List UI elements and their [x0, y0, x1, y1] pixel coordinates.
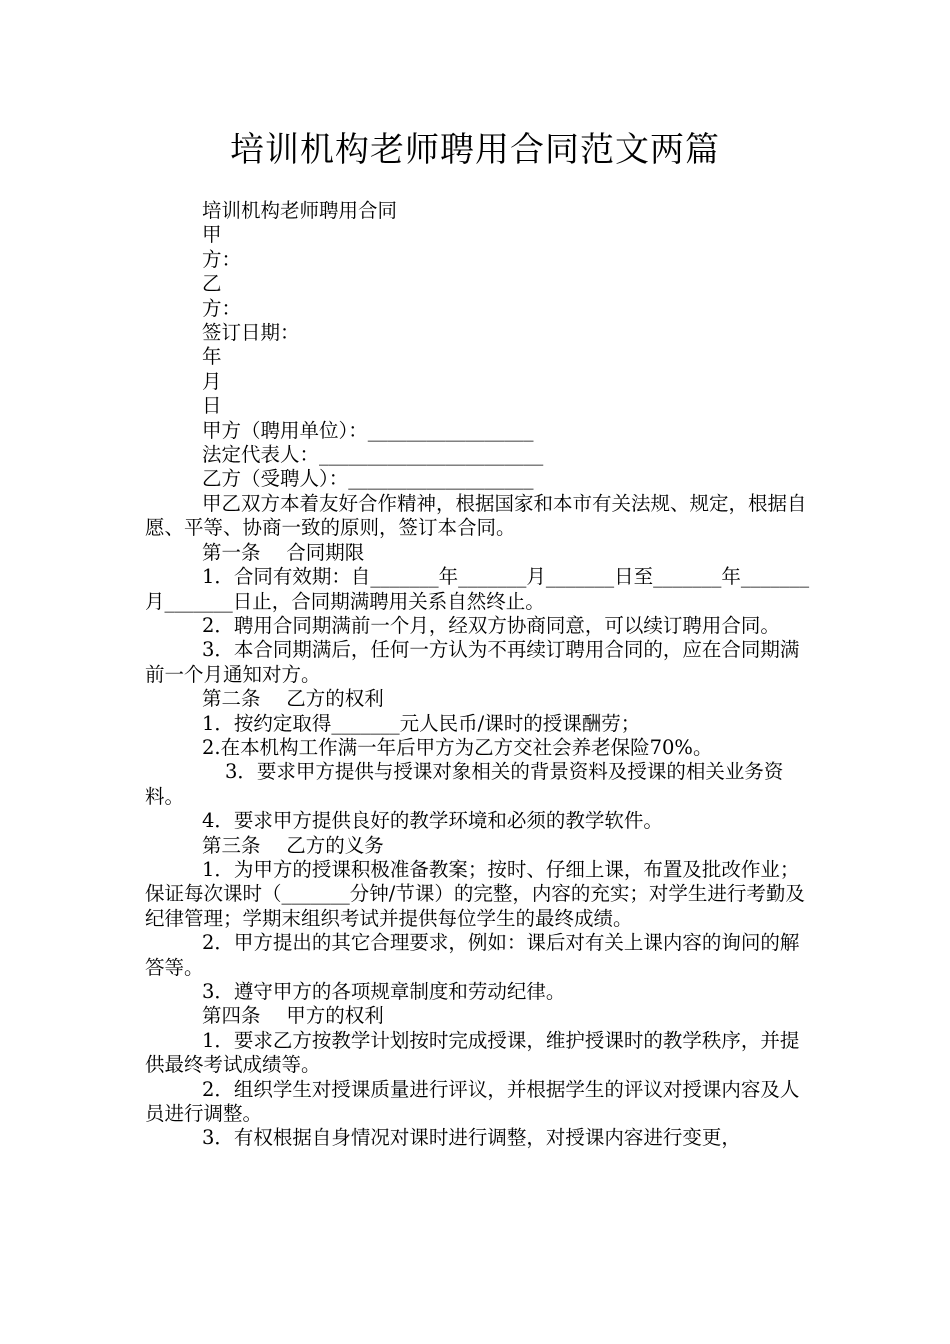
- paragraph: 1．合同有效期：自_______年_______月_______日至_______年_______月_______日止，合同期满聘用关系自然终止。: [145, 565, 810, 613]
- paragraph: 3．本合同期满后，任何一方认为不再续订聘用合同的，应在合同期满前一个月通知对方。: [145, 638, 800, 686]
- document-body: [145, 199, 810, 1151]
- paragraph: 年: [202, 345, 222, 369]
- paragraph: 甲: [202, 223, 222, 247]
- paragraph: 2.在本机构工作满一年后甲方为乙方交社会养老保险70%。: [202, 735, 713, 759]
- paragraph: 法定代表人：_______________________: [202, 443, 544, 467]
- paragraph: 1．为甲方的授课积极准备教案；按时、仔细上课，布置及批改作业；保证每次课时（_______分钟/节课）的完整，内容的充实；对学生进行考勤及纪律管理；学期末组织考试并提供每位学生的最终成绩。: [145, 857, 805, 930]
- paragraph: 第二条 乙方的权利: [202, 687, 384, 711]
- paragraph: 第四条 甲方的权利: [202, 1004, 384, 1028]
- paragraph: 3．有权根据自身情况对课时进行调整，对授课内容进行变更，: [202, 1126, 741, 1150]
- paragraph: 方：: [202, 247, 242, 271]
- paragraph: 培训机构老师聘用合同: [202, 199, 398, 222]
- paragraph: 甲方（聘用单位）：_________________: [202, 418, 534, 442]
- paragraph: 乙方（受聘人）：___________________: [202, 467, 534, 491]
- paragraph: 3．遵守甲方的各项规章制度和劳动纪律。: [202, 980, 566, 1003]
- paragraph: 第一条 合同期限: [202, 540, 365, 564]
- paragraph: 甲乙双方本着友好合作精神，根据国家和本市有关法规、规定，根据自愿、平等、协商一致的原则，签订本合同。: [145, 491, 807, 540]
- paragraph: 签订日期：: [202, 321, 300, 345]
- paragraph: 2．聘用合同期满前一个月，经双方协商同意，可以续订聘用合同。: [202, 613, 780, 637]
- paragraph: 1．按约定取得_______元人民币/课时的授课酬劳；: [202, 711, 641, 735]
- paragraph: 3．要求甲方提供与授课对象相关的背景资料及授课的相关业务资料。: [145, 760, 784, 808]
- paragraph: 4．要求甲方提供良好的教学环境和必须的教学软件。: [202, 809, 663, 833]
- paragraph: 方：: [202, 296, 242, 320]
- paragraph: 乙: [202, 272, 222, 296]
- paragraph: 日: [202, 394, 222, 418]
- paragraph: 2．组织学生对授课质量进行评议，并根据学生的评议对授课内容及人员进行调整。: [145, 1077, 800, 1126]
- paragraph: 1．要求乙方按教学计划按时完成授课，维护授课时的教学秩序，并提供最终考试成绩等。: [145, 1028, 800, 1077]
- paragraph: 月: [202, 369, 222, 393]
- document-title: 培训机构老师聘用合同范文两篇: [230, 130, 720, 170]
- paragraph: 第三条 乙方的义务: [202, 833, 384, 857]
- paragraph: 2．甲方提出的其它合理要求，例如：课后对有关上课内容的询问的解答等。: [145, 931, 800, 979]
